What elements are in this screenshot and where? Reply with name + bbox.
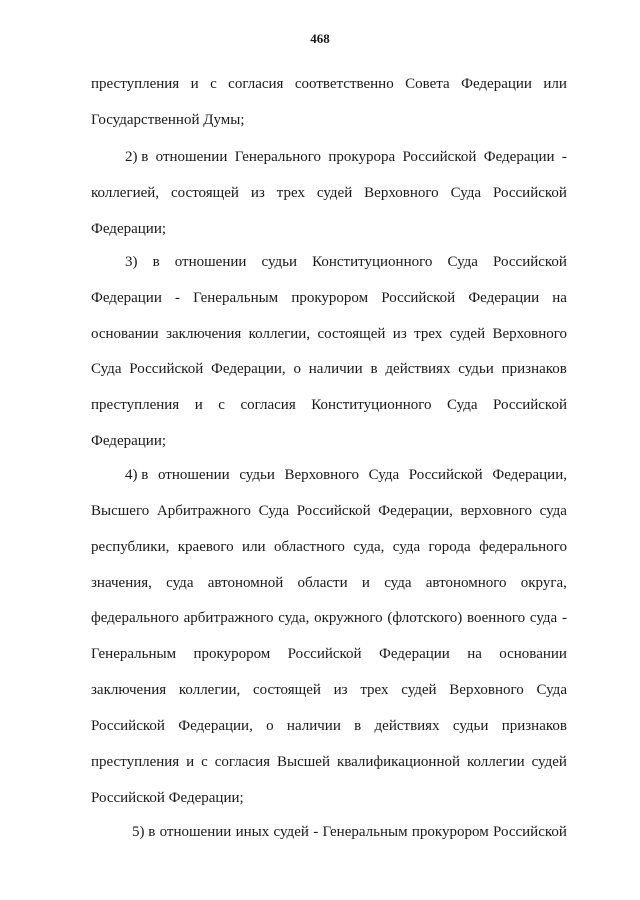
word: в bbox=[354, 718, 362, 734]
word: преступления bbox=[91, 397, 180, 413]
word: заключения bbox=[166, 326, 242, 342]
text-line bbox=[91, 396, 567, 414]
word: Суда bbox=[447, 254, 478, 270]
word: Российской bbox=[492, 824, 567, 840]
word: судей bbox=[273, 824, 309, 840]
text-line bbox=[91, 289, 567, 307]
word: состоящей bbox=[317, 326, 386, 342]
word: коллегии, bbox=[178, 682, 241, 698]
word: 5) в bbox=[132, 824, 156, 840]
word: состоящей bbox=[253, 682, 321, 698]
word: преступления bbox=[91, 754, 180, 770]
word: Российской bbox=[129, 361, 204, 377]
word: суда bbox=[384, 575, 412, 591]
word: суда bbox=[392, 539, 421, 555]
word: отношении bbox=[155, 149, 228, 165]
word: или bbox=[543, 76, 567, 92]
word: иных bbox=[235, 824, 270, 840]
text-line bbox=[91, 360, 567, 378]
word: прокурором bbox=[193, 646, 271, 662]
word: Федерации, bbox=[178, 718, 253, 734]
word: Суда bbox=[536, 682, 567, 698]
word: - bbox=[561, 149, 567, 165]
word: основании bbox=[91, 326, 159, 342]
word: суда bbox=[529, 610, 558, 626]
word: Федерации, bbox=[378, 503, 453, 519]
text-line bbox=[132, 823, 567, 841]
word: основании bbox=[499, 646, 567, 662]
word: военного bbox=[466, 610, 526, 626]
text-line bbox=[91, 717, 567, 735]
word: Федерации bbox=[91, 290, 162, 306]
word: области bbox=[297, 575, 348, 591]
word: Федерации bbox=[378, 646, 450, 662]
word: Верховного bbox=[284, 467, 359, 483]
word: прокурором bbox=[291, 290, 369, 306]
word: согласия bbox=[228, 76, 284, 92]
text-line bbox=[125, 148, 567, 166]
word: федерального bbox=[91, 610, 179, 626]
text-line bbox=[91, 574, 567, 592]
word: арбитражного bbox=[183, 610, 274, 626]
word: о bbox=[293, 361, 301, 377]
word: судей bbox=[401, 682, 437, 698]
word: отношении bbox=[174, 254, 247, 270]
word: прокурором bbox=[411, 824, 489, 840]
word: автономной bbox=[207, 575, 284, 591]
word: трех bbox=[414, 326, 443, 342]
word: признаков bbox=[501, 718, 567, 734]
word: областного bbox=[274, 539, 345, 555]
word: согласия bbox=[240, 397, 296, 413]
word: - bbox=[561, 610, 567, 626]
word: суда bbox=[539, 503, 567, 519]
word: действиях bbox=[385, 361, 451, 377]
word: действиях bbox=[374, 718, 440, 734]
word: Высшего bbox=[91, 503, 150, 519]
word: суда bbox=[166, 575, 194, 591]
word: судей bbox=[531, 754, 567, 770]
text-line: Федерации; bbox=[91, 221, 167, 237]
text-line bbox=[91, 502, 567, 520]
word: Федерации bbox=[461, 76, 532, 92]
word: Федерации bbox=[483, 149, 555, 165]
word: и bbox=[190, 76, 199, 92]
word: - bbox=[313, 824, 319, 840]
word: Генеральным bbox=[91, 646, 177, 662]
word: Российской bbox=[493, 185, 567, 201]
text-line bbox=[91, 538, 567, 556]
word: судьи bbox=[458, 361, 494, 377]
text-line bbox=[91, 75, 567, 93]
word: Российской bbox=[493, 254, 567, 270]
word: Российской bbox=[296, 503, 371, 519]
text-line bbox=[91, 645, 567, 663]
word: республики, bbox=[91, 539, 170, 555]
word: Генеральным bbox=[193, 290, 279, 306]
word: Российской bbox=[402, 149, 477, 165]
word: судьи bbox=[452, 718, 489, 734]
word: Федерации, bbox=[492, 467, 567, 483]
word: - bbox=[174, 290, 180, 306]
word: Российской bbox=[381, 290, 456, 306]
text-line: Государственной Думы; bbox=[91, 112, 245, 128]
word: значения, bbox=[91, 575, 152, 591]
text-line bbox=[125, 253, 567, 271]
word: Российской bbox=[493, 397, 567, 413]
word: согласия bbox=[214, 754, 271, 770]
word: соответственно bbox=[294, 76, 394, 92]
word: отношении bbox=[159, 824, 232, 840]
word: Генеральным bbox=[322, 824, 408, 840]
word: из bbox=[250, 185, 265, 201]
word: Суда bbox=[368, 467, 400, 483]
word: прокурора bbox=[328, 149, 396, 165]
word: с bbox=[218, 397, 225, 413]
word: судьи bbox=[239, 467, 275, 483]
word: коллегии bbox=[466, 754, 525, 770]
word: Суда bbox=[258, 503, 290, 519]
word: Верховного bbox=[364, 185, 439, 201]
word: судей bbox=[316, 185, 353, 201]
word: автономного bbox=[425, 575, 507, 591]
word: 3) bbox=[125, 254, 138, 270]
word: из bbox=[392, 326, 407, 342]
word: коллегии, bbox=[248, 326, 311, 342]
text-line bbox=[91, 184, 567, 202]
word: судьи bbox=[261, 254, 298, 270]
word: краевого bbox=[177, 539, 234, 555]
word: города bbox=[428, 539, 471, 555]
word: окружного bbox=[314, 610, 383, 626]
word: Российской bbox=[91, 718, 165, 734]
word: трех bbox=[360, 682, 389, 698]
word: Арбитражного bbox=[156, 503, 251, 519]
word: в bbox=[152, 254, 160, 270]
word: Суда bbox=[450, 185, 482, 201]
word: с bbox=[210, 76, 217, 92]
word: в bbox=[370, 361, 378, 377]
word: судей bbox=[449, 326, 486, 342]
word: коллегией, bbox=[91, 185, 160, 201]
word: 2) в bbox=[125, 149, 149, 165]
word: или bbox=[242, 539, 266, 555]
word: состоящей bbox=[171, 185, 239, 201]
word: о bbox=[266, 718, 274, 734]
word: признаков bbox=[501, 361, 567, 377]
word: Совета bbox=[405, 76, 450, 92]
word: Суда bbox=[447, 397, 478, 413]
page-number: 468 bbox=[310, 31, 330, 46]
word: трех bbox=[276, 185, 305, 201]
word: Федерации bbox=[468, 290, 540, 306]
word: Конституционного bbox=[311, 397, 432, 413]
word: и bbox=[186, 754, 195, 770]
word: Верховного bbox=[449, 682, 524, 698]
word: и bbox=[361, 575, 370, 591]
word: федерального bbox=[479, 539, 567, 555]
word: Верховного bbox=[492, 326, 567, 342]
word: наличии bbox=[308, 361, 363, 377]
word: из bbox=[333, 682, 348, 698]
word: Высшей bbox=[277, 754, 330, 770]
text-line: Федерации; bbox=[91, 433, 167, 449]
word: заключения bbox=[91, 682, 167, 698]
word: с bbox=[201, 754, 208, 770]
word: Российской bbox=[408, 467, 483, 483]
word: суда, bbox=[353, 539, 385, 555]
word: Генерального bbox=[234, 149, 321, 165]
word: Российской bbox=[287, 646, 362, 662]
word: верховного bbox=[460, 503, 532, 519]
word: 4) в bbox=[125, 467, 149, 483]
word: наличии bbox=[286, 718, 341, 734]
word: Суда bbox=[91, 361, 122, 377]
word: (флотского) bbox=[387, 610, 463, 626]
text-line bbox=[91, 753, 567, 771]
word: отношении bbox=[157, 467, 230, 483]
word: и bbox=[194, 397, 203, 413]
text-line bbox=[125, 466, 567, 484]
text-line bbox=[91, 681, 567, 699]
text-line bbox=[91, 609, 567, 627]
word: на bbox=[467, 646, 482, 662]
word: преступления bbox=[91, 76, 180, 92]
word: квалификационной bbox=[336, 754, 461, 770]
word: суда, bbox=[278, 610, 310, 626]
word: округа, bbox=[520, 575, 567, 591]
word: Конституционного bbox=[312, 254, 433, 270]
word: на bbox=[552, 290, 567, 306]
word: Федерации, bbox=[211, 361, 286, 377]
text-line: Российской Федерации; bbox=[91, 790, 244, 806]
text-line bbox=[91, 325, 567, 343]
